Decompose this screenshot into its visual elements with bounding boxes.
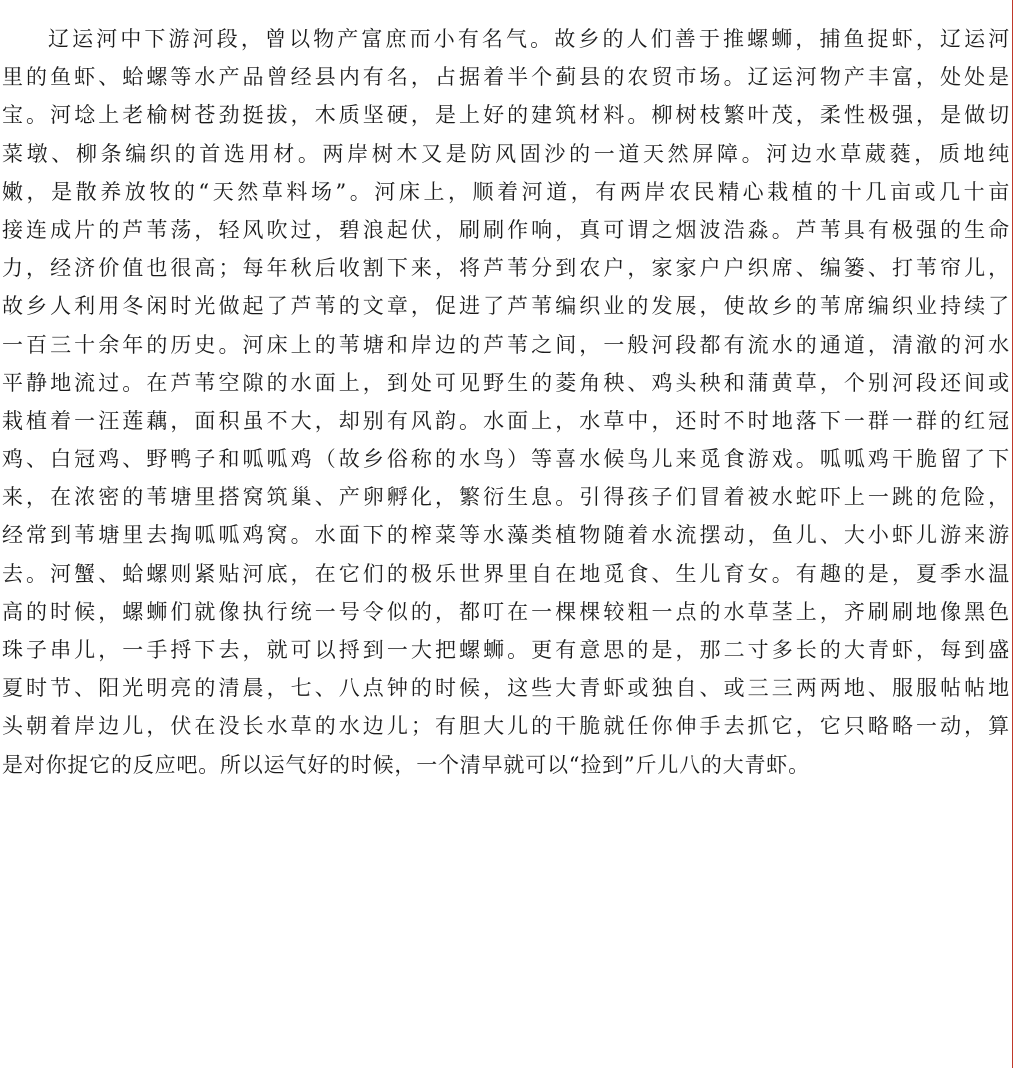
text-line: 头朝着岸边儿，伏在没长水草的水边儿；有胆大儿的干脆就任你伸手去抓它，它只略略一动，算	[2, 714, 1010, 739]
text-line: 辽运河中下游河段，曾以物产富庶而小有名气。故乡的人们善于推螺蛳，捕鱼捉虾，辽运河	[48, 27, 1010, 51]
text-line: 嫩，是散养放牧的“天然草料场”。河床上，顺着河道，有两岸农民精心栽植的十几亩或几十亩	[2, 179, 1010, 204]
text-line: 宝。河埝上老榆树苍劲挺拔，木质坚硬，是上好的建筑材料。柳树枝繁叶茂，柔性极强，是做切	[2, 103, 1010, 128]
paragraph	[2, 20, 1010, 784]
text-line: 去。河蟹、蛤螺则紧贴河底，在它们的极乐世界里自在地觅食、生儿育女。有趣的是，夏季水温	[2, 561, 1010, 586]
text-line: 接连成片的芦苇荡，轻风吹过，碧浪起伏，刷刷作响，真可谓之烟波浩淼。芦苇具有极强的生命	[2, 217, 1010, 242]
text-line: 经常到苇塘里去掏呱呱鸡窝。水面下的榨菜等水藻类植物随着水流摆动，鱼儿、大小虾儿游来游	[2, 523, 1010, 548]
text-line: 力，经济价值也很高；每年秋后收割下来，将芦苇分到农户，家家户户织席、编篓、打苇帘儿，	[2, 256, 1010, 281]
text-line: 珠子串儿，一手捋下去，就可以捋到一大把螺蛳。更有意思的是，那二寸多长的大青虾，每到盛	[2, 638, 1010, 662]
text-line: 栽植着一汪莲藕，面积虽不大，却别有风韵。水面上，水草中，还时不时地落下一群一群的红冠	[2, 408, 1010, 433]
text-line-last: 是对你捉它的反应吧。所以运气好的时候，一个清早就可以“捡到”斤儿八的大青虾。	[2, 752, 810, 777]
text-line: 高的时候，螺蛳们就像执行统一号令似的，都叮在一棵棵较粗一点的水草茎上，齐刷刷地像黑色	[2, 599, 1010, 624]
text-line: 鸡、白冠鸡、野鸭子和呱呱鸡（故乡俗称的水鸟）等喜水候鸟儿来觅食游戏。呱呱鸡干脆留了下	[2, 447, 1010, 472]
text-line: 一百三十余年的历史。河床上的苇塘和岸边的芦苇之间，一般河段都有流水的通道，清澈的河水	[2, 332, 1010, 357]
text-line: 故乡人利用冬闲时光做起了芦苇的文章，促进了芦苇编织业的发展，使故乡的苇席编织业持续了	[2, 294, 1010, 319]
text-line: 菜墩、柳条编织的首选用材。两岸树木又是防风固沙的一道天然屏障。河边水草葳蕤，质地纯	[2, 141, 1010, 166]
text-line: 夏时节、阳光明亮的清晨，七、八点钟的时候，这些大青虾或独自、或三三两两地、服服帖帖地	[2, 676, 1010, 701]
text-line: 里的鱼虾、蛤螺等水产品曾经县内有名，占据着半个蓟县的农贸市场。辽运河物产丰富，处处是	[2, 65, 1010, 90]
margin-rule	[1012, 0, 1013, 1068]
text-line: 平静地流过。在芦苇空隙的水面上，到处可见野生的菱角秧、鸡头秧和蒲黄草，个别河段还间或	[2, 370, 1010, 395]
text-line: 来，在浓密的苇塘里搭窝筑巢、产卵孵化，繁衍生息。引得孩子们冒着被水蛇吓上一跳的危险，	[2, 485, 1010, 510]
